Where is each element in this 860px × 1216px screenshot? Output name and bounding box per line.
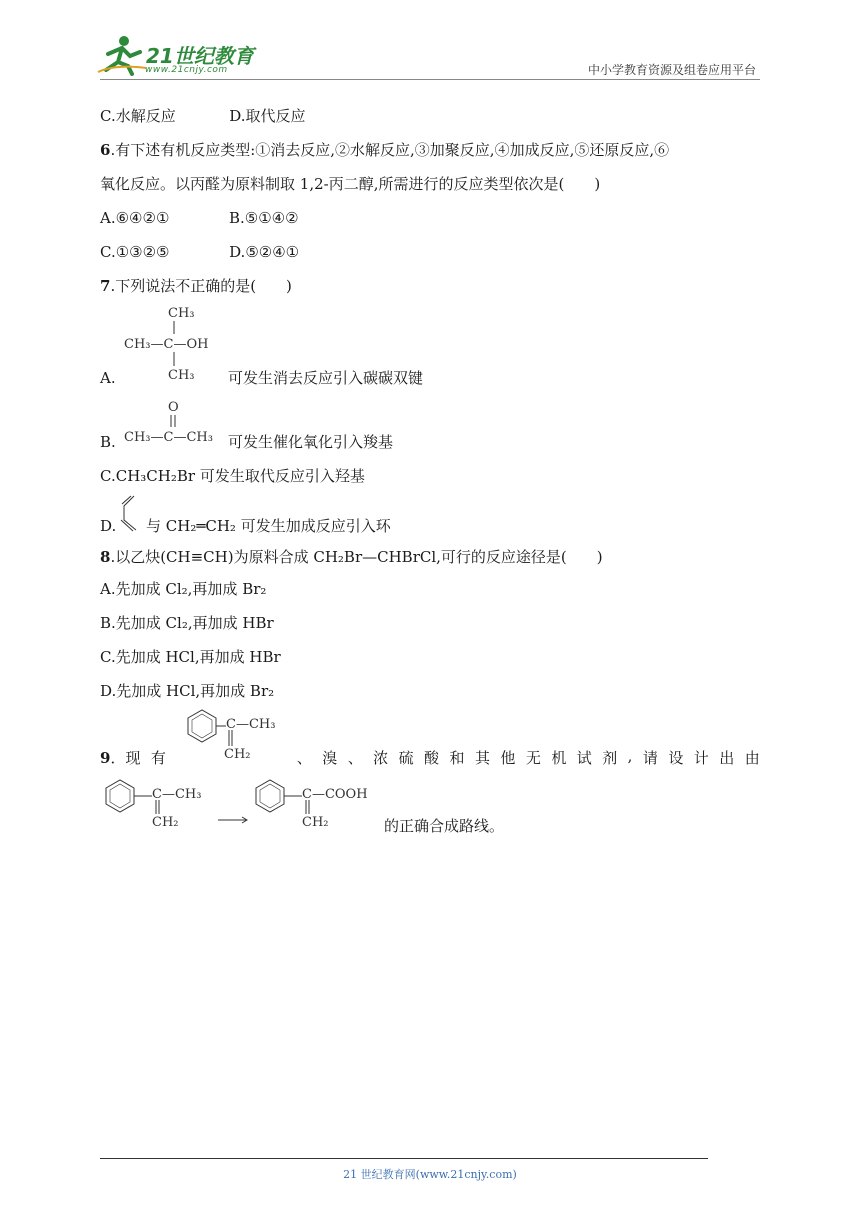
q9-word: 、 (347, 749, 363, 767)
q8-option-d: D.先加成 HCl,再加成 Br₂ (100, 682, 275, 700)
q7-option-b: B. 可发生催化氧化引入羧基 (100, 433, 394, 451)
q7-option-d: D. 与 CH₂═CH₂ 可发生加成反应引入环 (100, 517, 391, 535)
q6-option-d: D.⑤②④① (229, 243, 300, 261)
q7-option-b-text: 可发生催化氧化引入羧基 (228, 433, 394, 451)
q9-word: 无 (525, 749, 541, 767)
q6-stem-line1: 6.有下述有机反应类型:①消去反应,②水解反应,③加聚反应,④加成反应,⑤还原反应,⑥ (100, 141, 670, 159)
q6-option-c: C.①③②⑤ (100, 243, 170, 261)
svg-text:CH₂: CH₂ (224, 747, 251, 762)
q9-tail: 的正确合成路线。 (384, 817, 505, 835)
q9-word: 试 (576, 749, 592, 767)
q9-word: 浓 (373, 749, 389, 767)
logo-text: 21世纪教育 (146, 44, 254, 68)
q9-word: 有 (150, 749, 166, 767)
footer-text: 21 世纪教育网(www.21cnjy.com) (343, 1168, 517, 1181)
q8-option-b: B.先加成 Cl₂,再加成 HBr (100, 614, 274, 632)
q9-word: 和 (449, 749, 465, 767)
q9-word: 请 (642, 749, 658, 767)
q9-word: 酸 (424, 749, 440, 767)
q7-a-main: CH₃—C—OH (124, 337, 209, 352)
q9-word: , (627, 747, 633, 765)
q9-product-bottom: CH₂ (302, 815, 329, 830)
q9-word: 由 (744, 749, 760, 767)
q7-b-main: CH₃—C—CH₃ (124, 430, 213, 445)
header-divider (100, 79, 760, 80)
q6-options-row1 (100, 208, 299, 228)
q9-reactant-bottom: CH₂ (152, 815, 179, 830)
q9-product-right: C—COOH (302, 787, 368, 802)
q9-reaction-scheme (100, 776, 400, 836)
q9-word: 硫 (398, 749, 414, 767)
q9-word: 溴 (322, 749, 338, 767)
q6-number: 6 (100, 141, 111, 159)
q6-options-row2 (100, 242, 299, 262)
q9-word: 剂 (602, 749, 618, 767)
q7-b-structure (120, 397, 230, 447)
q7-option-c: C.CH₃CH₂Br 可发生取代反应引入羟基 (100, 467, 365, 485)
q9-stem (100, 747, 760, 768)
q9-word: 设 (668, 749, 684, 767)
q8-option-a: A.先加成 Cl₂,再加成 Br₂ (100, 580, 267, 598)
q6-stem-line2: 氧化反应。以丙醛为原料制取 1,2-丙二醇,所需进行的反应类型依次是( ) (100, 175, 601, 193)
q5-options (100, 106, 306, 126)
q9-word: 其 (474, 749, 490, 767)
butadiene-structure-icon (118, 494, 142, 534)
q8-option-c: C.先加成 HCl,再加成 HBr (100, 648, 281, 666)
q7-option-a-text: 可发生消去反应引入碳碳双键 (228, 369, 424, 387)
svg-text:C—CH₃: C—CH₃ (226, 717, 276, 732)
q7-stem: 7.下列说法不正确的是( ) (100, 277, 292, 295)
q9-structure-slot (176, 747, 286, 768)
q7-a-bottom: CH₃ (168, 368, 195, 383)
q9-word: 他 (500, 749, 516, 767)
q9-reactant-right: C—CH₃ (152, 787, 202, 802)
q9-word: 计 (693, 749, 709, 767)
q9-word: 9．现 (100, 749, 141, 767)
q7-b-top: O (168, 400, 179, 415)
q7-a-structure (120, 304, 230, 384)
q5-option-c: C.水解反应 (100, 107, 176, 125)
footer-divider (100, 1158, 708, 1159)
q8-stem: 8.以乙炔(CH≡CH)为原料合成 CH₂Br—CHBrCl,可行的反应途径是( ) (100, 548, 603, 566)
header-platform-name: 中小学教育资源及组卷应用平台 (587, 63, 756, 77)
q6-option-a: A.⑥④②① (100, 209, 170, 227)
q7-a-top: CH₃ (168, 306, 195, 321)
q6-option-b: B.⑤①④② (228, 209, 299, 227)
q9-word: 出 (719, 749, 735, 767)
q7-number: 7 (100, 277, 111, 295)
q7-option-a: A. 可发生消去反应引入碳碳双键 (100, 369, 424, 387)
q8-number: 8 (100, 548, 111, 566)
q9-word: 机 (551, 749, 567, 767)
logo-url: www.21cnjy.com (145, 65, 228, 75)
runner-logo-icon (96, 34, 148, 76)
q5-option-d: D.取代反应 (229, 107, 306, 125)
q9-word: 、 (296, 749, 312, 767)
q7-option-d-text: 与 CH₂═CH₂ 可发生加成反应引入环 (146, 517, 391, 535)
